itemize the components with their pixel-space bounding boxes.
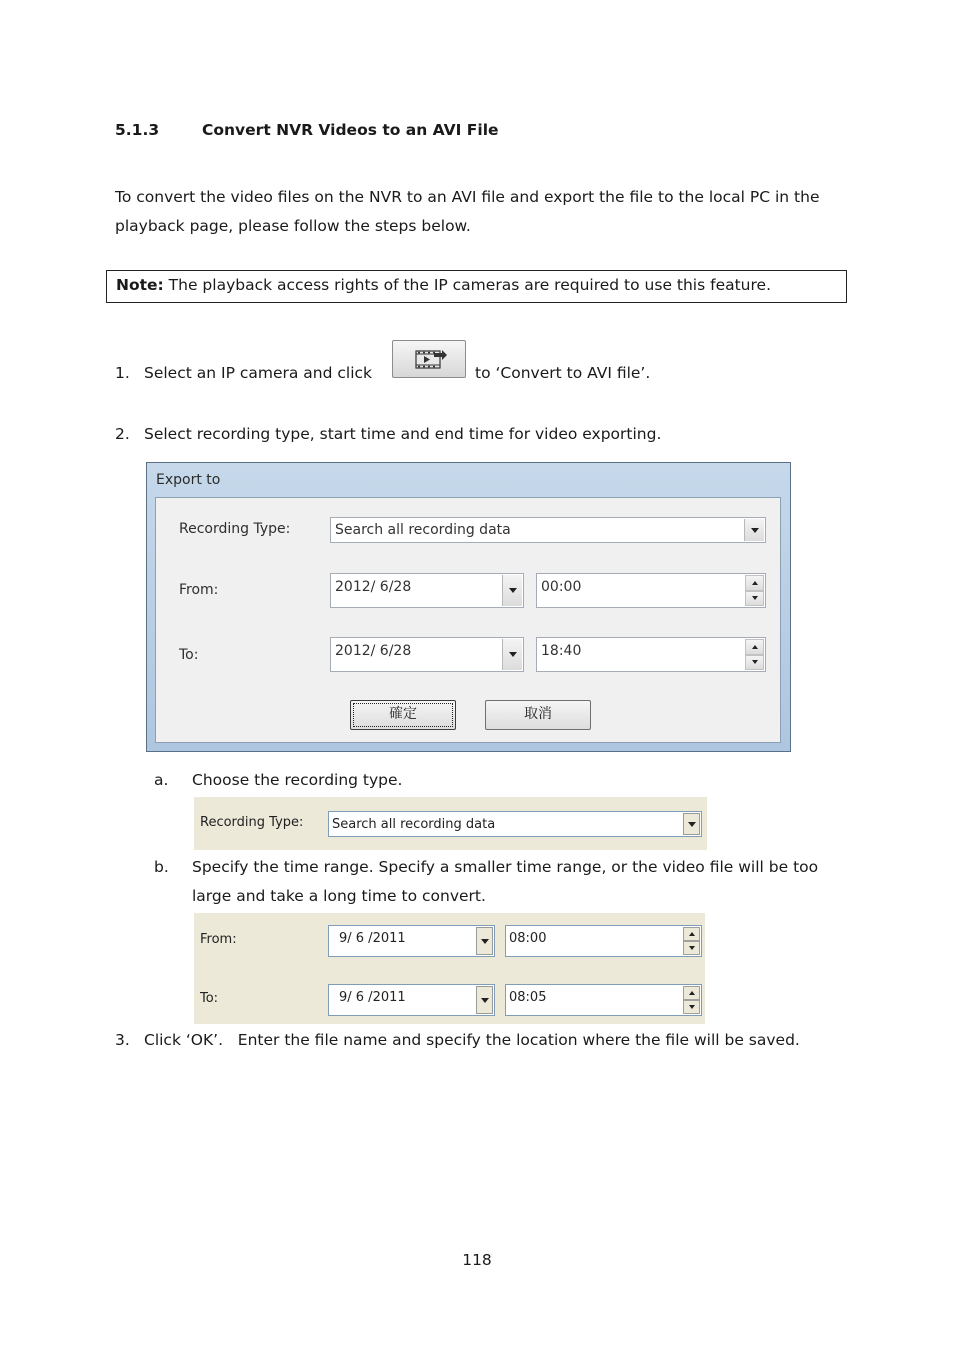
step-3-number: 3.: [115, 1031, 130, 1049]
panel-from-date-value: 9/ 6 /2011: [339, 931, 406, 946]
recording-type-value: Search all recording data: [335, 522, 511, 538]
panel-to-time-spinner[interactable]: [683, 986, 700, 1014]
section-number: 5.1.3: [115, 121, 160, 139]
spin-down-icon[interactable]: [745, 655, 764, 671]
panel-recording-type-value: Search all recording data: [332, 817, 496, 832]
panel-to-time-value: 08:05: [509, 990, 547, 1005]
to-time-field[interactable]: [536, 637, 766, 672]
from-time-value: 00:00: [541, 579, 582, 595]
export-dialog: [146, 462, 791, 752]
to-label: To:: [179, 647, 199, 663]
panel-to-time-field[interactable]: [505, 984, 702, 1016]
step-1-number: 1.: [115, 364, 130, 382]
intro-line-1: To convert the video files on the NVR to an AVI file and export the file to the local PC in the: [115, 188, 820, 206]
film-convert-icon: [392, 340, 466, 378]
recording-type-select[interactable]: [330, 517, 766, 543]
spin-up-icon[interactable]: [683, 927, 700, 941]
ok-button[interactable]: 確定: [350, 700, 456, 730]
from-date-picker[interactable]: [330, 573, 524, 608]
calendar-dropdown-icon[interactable]: [476, 986, 493, 1014]
spin-up-icon[interactable]: [683, 986, 700, 1000]
note-label: Note:: [116, 276, 164, 294]
substep-a-letter: a.: [154, 771, 169, 789]
to-date-picker[interactable]: [330, 637, 524, 672]
from-date-value: 2012/ 6/28: [335, 579, 412, 595]
note-text: The playback access rights of the IP cameras are required to use this feature.: [163, 276, 772, 294]
step-2-text: Select recording type, start time and end time for video exporting.: [144, 425, 662, 443]
recording-type-panel: [194, 797, 707, 850]
spin-down-icon[interactable]: [683, 1000, 700, 1014]
substep-b-line-1: Specify the time range. Specify a smaller time range, or the video file will be too: [192, 858, 819, 876]
step-2-number: 2.: [115, 425, 130, 443]
spin-down-icon[interactable]: [683, 941, 700, 955]
step-3-text: Click ‘OK’. Enter the file name and specify the location where the file will be saved.: [144, 1031, 800, 1049]
panel-recording-type-label: Recording Type:: [200, 815, 304, 830]
panel-from-time-value: 08:00: [509, 931, 547, 946]
substep-b-letter: b.: [154, 858, 169, 876]
to-date-value: 2012/ 6/28: [335, 643, 412, 659]
calendar-dropdown-icon[interactable]: [502, 575, 522, 606]
panel-recording-type-select[interactable]: [328, 811, 702, 837]
section-title: Convert NVR Videos to an AVI File: [202, 121, 499, 139]
panel-to-date-picker[interactable]: [328, 984, 495, 1016]
time-range-panel: [194, 913, 705, 1024]
substep-b-line-2: large and take a long time to convert.: [192, 887, 486, 905]
substep-a-text: Choose the recording type.: [192, 771, 403, 789]
panel-from-label: From:: [200, 932, 237, 947]
panel-from-time-spinner[interactable]: [683, 927, 700, 955]
panel-from-date-picker[interactable]: [328, 925, 495, 957]
calendar-dropdown-icon[interactable]: [476, 927, 493, 955]
page-number: 118: [462, 1251, 492, 1269]
step-1-text-after: to ‘Convert to AVI file’.: [475, 364, 651, 382]
chevron-down-icon[interactable]: [683, 813, 700, 835]
intro-line-2: playback page, please follow the steps below.: [115, 217, 471, 235]
calendar-dropdown-icon[interactable]: [502, 639, 522, 670]
to-time-spinner[interactable]: [745, 639, 764, 670]
dialog-client: [155, 497, 781, 743]
dialog-title: Export to: [156, 472, 221, 488]
panel-to-label: To:: [200, 991, 219, 1006]
convert-to-avi-button[interactable]: [392, 340, 466, 378]
panel-from-time-field[interactable]: [505, 925, 702, 957]
note-box: [106, 270, 847, 303]
recording-type-label: Recording Type:: [179, 521, 291, 537]
to-time-value: 18:40: [541, 643, 582, 659]
from-label: From:: [179, 582, 219, 598]
spin-up-icon[interactable]: [745, 575, 764, 591]
spin-up-icon[interactable]: [745, 639, 764, 655]
panel-to-date-value: 9/ 6 /2011: [339, 990, 406, 1005]
cancel-button[interactable]: 取消: [485, 700, 591, 730]
step-1-text: Select an IP camera and click: [144, 364, 373, 382]
spin-down-icon[interactable]: [745, 591, 764, 607]
chevron-down-icon[interactable]: [744, 519, 764, 541]
from-time-spinner[interactable]: [745, 575, 764, 606]
from-time-field[interactable]: [536, 573, 766, 608]
